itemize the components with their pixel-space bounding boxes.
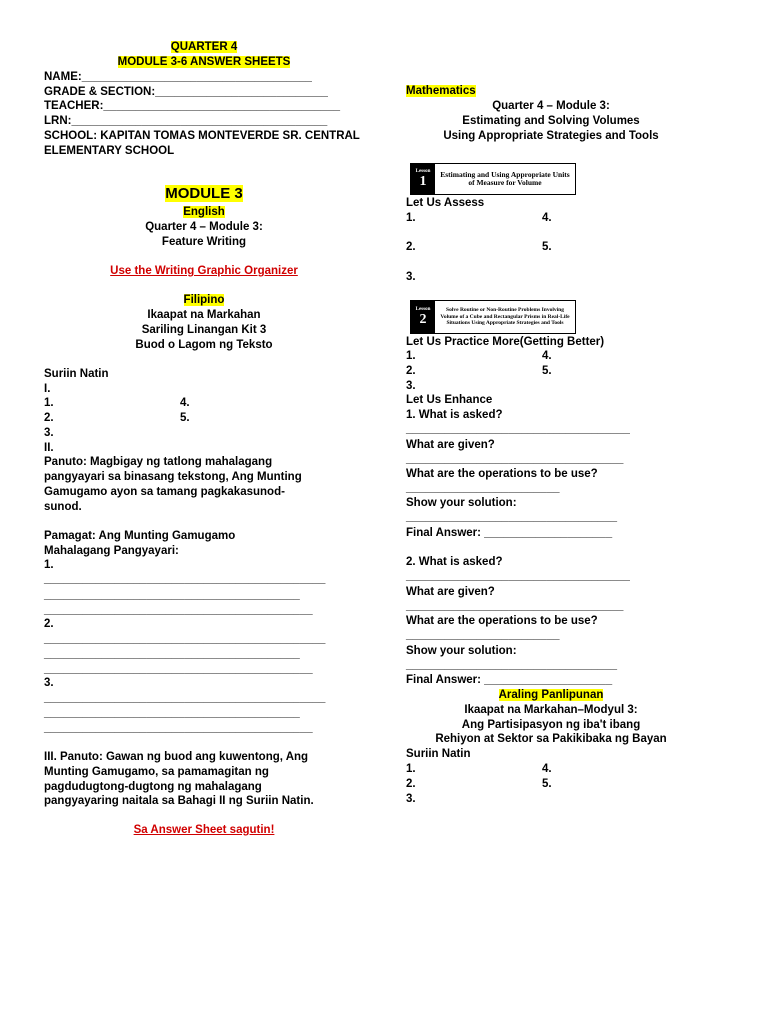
mahalagang-pangyayari: Mahalagang Pangyayari: (44, 545, 179, 557)
english-instruction: Use the Writing Graphic Organizer (110, 265, 298, 277)
math-title-1: Estimating and Solving Volumes (462, 115, 640, 127)
answer-sheet-note: Sa Answer Sheet sagutin! (133, 824, 275, 836)
enhance-q2-given: What are given? (406, 586, 495, 598)
event-1-label: 1. (44, 559, 54, 571)
araling-suriin: Suriin Natin (406, 748, 471, 760)
filipino-suriin: Suriin Natin (44, 368, 109, 380)
pamagat: Pamagat: Ang Munting Gamugamo (44, 530, 236, 542)
practice-item-2: 2. (406, 365, 416, 377)
araling-line3: Rehiyon at Sektor sa Pakikibaka ng Bayan (435, 733, 667, 745)
let-us-enhance: Let Us Enhance (406, 394, 493, 406)
filipino-part2: II. (44, 442, 54, 454)
let-us-practice-more: Let Us Practice More(Getting Better) (406, 336, 605, 348)
event-3-line-a: ____________________________________________ (44, 692, 326, 704)
panuto2-line3: Gamugamo ayon sa tamang pagkakasunod- (44, 486, 285, 498)
event-2-label: 2. (44, 618, 54, 630)
assess-item-2: 2. (406, 241, 416, 253)
practice-item-5: 5. (542, 365, 552, 377)
event-1-line-c: __________________________________________ (44, 604, 313, 616)
english-topic: Feature Writing (161, 236, 247, 248)
enhance-q1-solution-line: _________________________________ (406, 511, 618, 523)
name-field: NAME:____________________________________ (44, 71, 312, 83)
panuto2-line1: Panuto: Magbigay ng tatlong mahalagang (44, 456, 273, 468)
enhance-q2-operations: What are the operations to be use? (406, 615, 598, 627)
filipino-part1: I. (44, 383, 51, 395)
filipino-line1: Ikaapat na Markahan (147, 309, 261, 321)
math-title-2: Using Appropriate Strategies and Tools (443, 130, 659, 142)
enhance-q1-given-line: __________________________________ (406, 453, 624, 465)
school-line-1: SCHOOL: KAPITAN TOMAS MONTEVERDE SR. CENTRAL (44, 130, 360, 142)
enhance-q1-operations: What are the operations to be use? (406, 468, 598, 480)
araling-item-1: 1. (406, 763, 416, 775)
araling-item-2: 2. (406, 778, 416, 790)
panuto2-line2: pangyayari sa binasang tekstong, Ang Munting (44, 471, 302, 483)
practice-item-3: 3. (406, 380, 416, 392)
filipino-item-2: 2. (44, 412, 54, 424)
lesson-2-text: Solve Routine or Non-Routine Problems Involving Volume of a Cube and Rectangular Prisms in Real-Life Situations Using Appropriate Strategies and Tools (440, 307, 570, 327)
araling-item-4: 4. (542, 763, 552, 775)
enhance-q2-operations-line: ________________________ (406, 629, 560, 641)
enhance-q1-solution: Show your solution: (406, 497, 517, 509)
event-3-line-b: ________________________________________ (44, 707, 300, 719)
lesson-1-tag: Lesson 1 (411, 164, 435, 194)
filipino-item-4: 4. (180, 397, 190, 409)
assess-item-4: 4. (542, 212, 552, 224)
enhance-q2-solution: Show your solution: (406, 645, 517, 657)
lesson-2-banner (410, 300, 576, 334)
event-2-line-c: __________________________________________ (44, 663, 313, 675)
araling-line2: Ang Partisipasyon ng iba't ibang (461, 719, 641, 731)
module-range-heading: MODULE 3-6 ANSWER SHEETS (117, 56, 291, 68)
enhance-q1-asked-line: ___________________________________ (406, 423, 630, 435)
lesson-1-banner (410, 163, 576, 195)
lesson-2-tag: Lesson 2 (411, 301, 435, 333)
araling-item-3: 3. (406, 793, 416, 805)
english-quarter-module: Quarter 4 – Module 3: (145, 221, 263, 233)
school-line-2: ELEMENTARY SCHOOL (44, 145, 175, 157)
practice-item-4: 4. (542, 350, 552, 362)
assess-item-5: 5. (542, 241, 552, 253)
enhance-q2-asked-line: ___________________________________ (406, 570, 630, 582)
panuto3-line4: pangyayaring naitala sa Bahagi II ng Suriin Natin. (44, 795, 314, 807)
panuto3-line2: Munting Gamugamo, sa pamamagitan ng (44, 766, 269, 778)
mathematics-subject: Mathematics (406, 85, 476, 97)
panuto3-line1: III. Panuto: Gawan ng buod ang kuwentong, Ang (44, 751, 309, 763)
filipino-line3: Buod o Lagom ng Teksto (135, 339, 273, 351)
enhance-q2-given-line: __________________________________ (406, 600, 624, 612)
filipino-item-3: 3. (44, 427, 54, 439)
enhance-q2-solution-line: _________________________________ (406, 659, 618, 671)
event-2-line-a: ____________________________________________ (44, 633, 326, 645)
lesson-1-text: Estimating and Using Appropriate Units of Measure for Volume (440, 170, 570, 187)
practice-item-1: 1. (406, 350, 416, 362)
enhance-q1-given: What are given? (406, 439, 495, 451)
filipino-item-1: 1. (44, 397, 54, 409)
enhance-q2-asked: 2. What is asked? (406, 556, 503, 568)
enhance-q2-final: Final Answer: ____________________ (406, 674, 613, 686)
teacher-field: TEACHER:_____________________________________ (44, 100, 341, 112)
quarter-heading: QUARTER 4 (170, 41, 238, 53)
assess-item-1: 1. (406, 212, 416, 224)
araling-subject: Araling Panlipunan (498, 689, 604, 701)
panuto3-line3: pagdudugtong-dugtong ng mahalagang (44, 781, 262, 793)
filipino-line2: Sariling Linangan Kit 3 (141, 324, 267, 336)
math-quarter-module: Quarter 4 – Module 3: (492, 100, 610, 112)
lrn-field: LRN:________________________________________ (44, 115, 328, 127)
filipino-item-5: 5. (180, 412, 190, 424)
let-us-assess: Let Us Assess (406, 197, 485, 209)
panuto2-line4: sunod. (44, 501, 82, 513)
grade-section-field: GRADE & SECTION:___________________________ (44, 86, 328, 98)
araling-item-5: 5. (542, 778, 552, 790)
event-3-label: 3. (44, 677, 54, 689)
event-1-line-a: ____________________________________________ (44, 573, 326, 585)
event-2-line-b: ________________________________________ (44, 648, 300, 660)
english-subject: English (183, 206, 225, 218)
enhance-q1-asked: 1. What is asked? (406, 409, 503, 421)
event-3-line-c: __________________________________________ (44, 722, 313, 734)
enhance-q1-operations-line: ________________________ (406, 482, 560, 494)
assess-item-3: 3. (406, 271, 416, 283)
filipino-subject: Filipino (183, 294, 225, 306)
araling-line1: Ikaapat na Markahan–Modyul 3: (464, 704, 638, 716)
event-1-line-b: ________________________________________ (44, 589, 300, 601)
enhance-q1-final: Final Answer: ____________________ (406, 527, 613, 539)
module3-title: MODULE 3 (165, 185, 243, 202)
